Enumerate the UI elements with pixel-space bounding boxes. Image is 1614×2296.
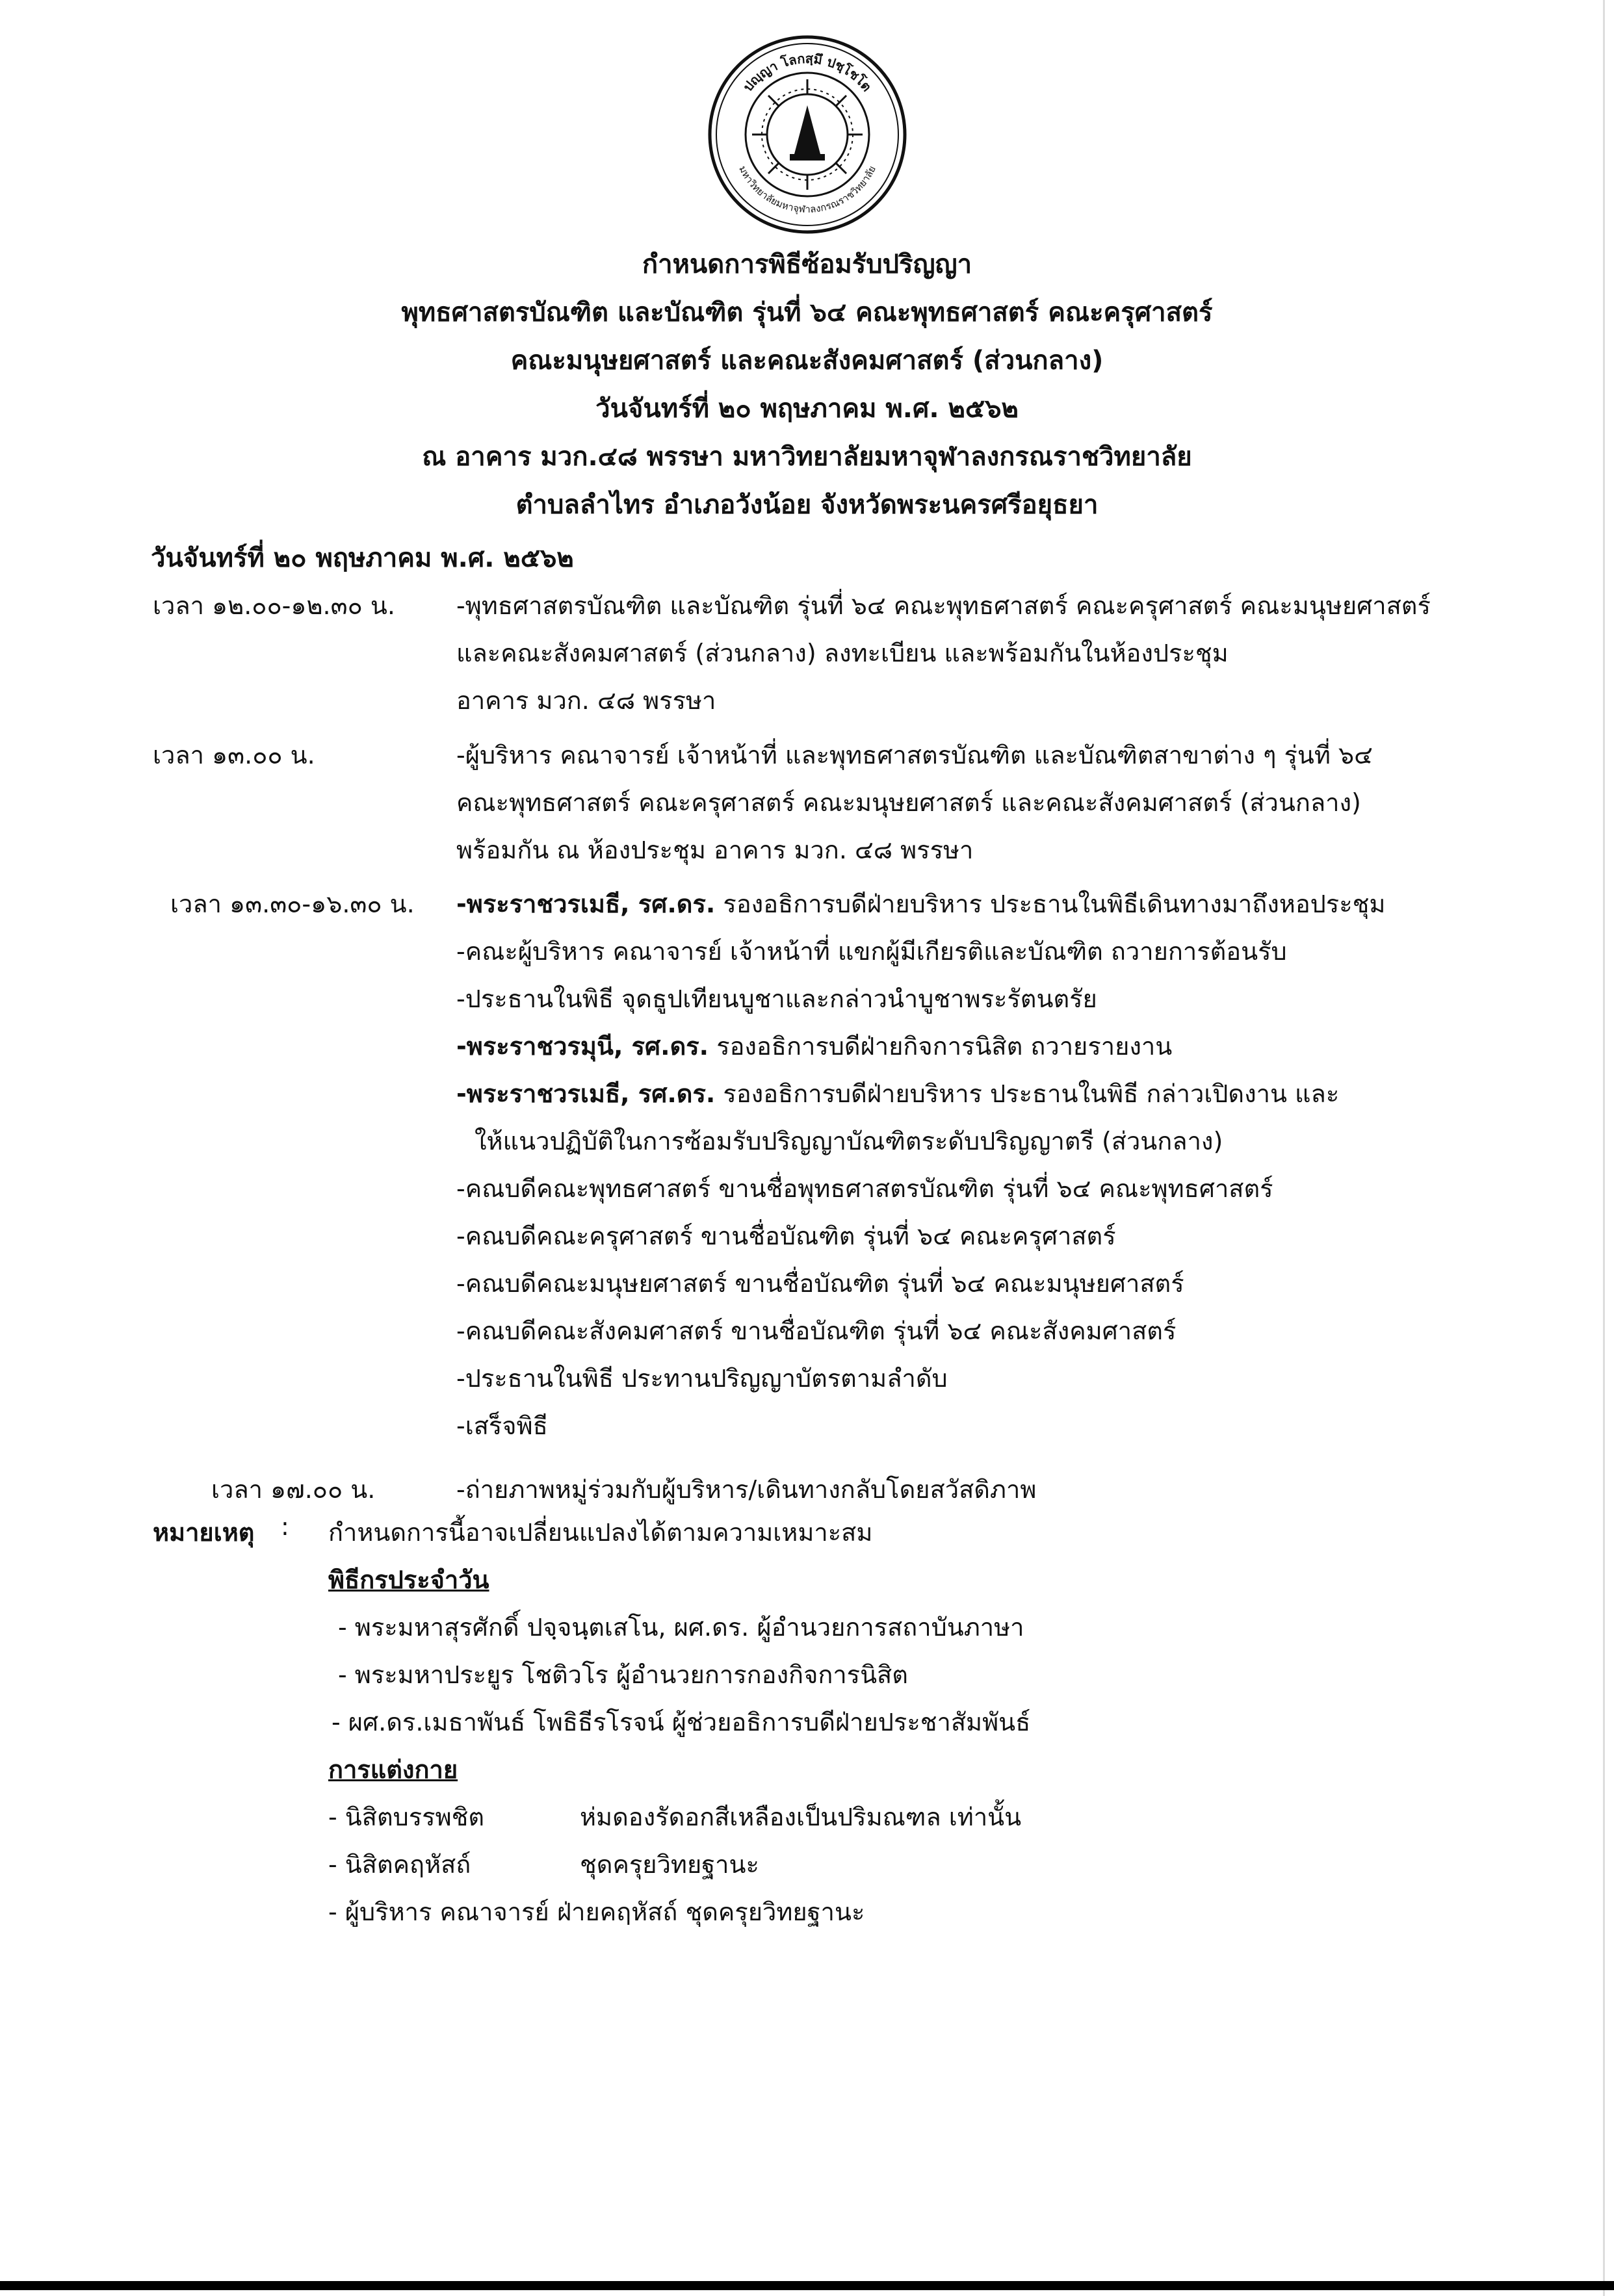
notes-colon: : [281,1512,289,1541]
mc-item: - พระมหาประยูร โชติวโร ผู้อำนวยการกองกิจการนิสิต [338,1660,908,1689]
schedule-item [456,881,1385,928]
schedule-time: เวลา ๑๓.๓๐-๑๖.๓๐ น. [170,890,415,918]
schedule-item [456,1023,1172,1070]
schedule-date-heading: วันจันทร์ที่ ๒๐ พฤษภาคม พ.ศ. ๒๕๖๒ [151,543,574,573]
dress-who: - นิสิตบรรพชิต [328,1803,485,1831]
reporter-name: -พระราชวรมุนี, รศ.ดร. [456,1032,709,1061]
title-line-3: คณะมนุษยศาสตร์ และคณะสังคมศาสตร์ (ส่วนกลาง) [510,346,1104,376]
scan-bottom-border [0,2281,1614,2290]
schedule-item [456,1070,1339,1118]
schedule-time: เวลา ๑๓.๐๐ น. [153,741,315,769]
university-seal-logo [707,34,908,235]
scan-edge-line [1603,0,1605,2296]
title-line-6: ตำบลลำไทร อำเภอวังน้อย จังหวัดพระนครศรีอยุธยา [515,490,1099,520]
seal-motto: ปญฺญา โลกสฺมึ ปชฺโชโต [740,50,875,95]
schedule-item: ให้แนวปฏิบัติในการซ้อมรับปริญญาบัณฑิตระดับปริญญาตรี (ส่วนกลาง) [475,1127,1223,1155]
mc-item: - พระมหาสุรศักดิ์ ปจฺจนฺตเสโน, ผศ.ดร. ผู้อำนวยการสถาบันภาษา [338,1613,1024,1642]
dress-what: ชุดครุยวิทยฐานะ [580,1850,759,1879]
presider-role: รองอธิการบดีฝ่ายบริหาร ประธานในพิธี กล่าวเปิดงาน และ [715,1079,1340,1108]
schedule-item: อาคาร มวก. ๔๘ พรรษา [456,686,716,715]
schedule-item: -ประธานในพิธี ประทานปริญญาบัตรตามลำดับ [456,1364,948,1393]
dress-heading: การแต่งกาย [328,1755,458,1784]
notes-text: กำหนดการนี้อาจเปลี่ยนแปลงได้ตามความเหมาะสม [328,1518,873,1547]
schedule-item: -พุทธศาสตรบัณฑิต และบัณฑิต รุ่นที่ ๖๔ คณะพุทธศาสตร์ คณะครุศาสตร์ คณะมนุษยศาสตร์ [456,591,1431,620]
schedule-item: -ถ่ายภาพหมู่ร่วมกับผู้บริหาร/เดินทางกลับโดยสวัสดิภาพ [456,1475,1037,1504]
seal-name: มหาวิทยาลัยมหาจุฬาลงกรณราชวิทยาลัย [736,164,878,216]
schedule-time: เวลา ๑๗.๐๐ น. [211,1475,376,1504]
schedule-item: -ประธานในพิธี จุดธูปเทียนบูชาและกล่าวนำบูชาพระรัตนตรัย [456,985,1097,1013]
schedule-item: -เสร็จพิธี [456,1412,548,1440]
presider-name: -พระราชวรเมธี, รศ.ดร. [456,1079,716,1108]
presider-name: -พระราชวรเมธี, รศ.ดร. [456,890,716,918]
title-line-1: กำหนดการพิธีซ้อมรับปริญญา [642,250,972,279]
schedule-item: -คณบดีคณะพุทธศาสตร์ ขานชื่อพุทธศาสตรบัณฑิต รุ่นที่ ๖๔ คณะพุทธศาสตร์ [456,1174,1273,1203]
title-line-4: วันจันทร์ที่ ๒๐ พฤษภาคม พ.ศ. ๒๕๖๒ [595,394,1019,424]
notes-label: หมายเหตุ [153,1518,255,1547]
schedule-item: -ผู้บริหาร คณาจารย์ เจ้าหน้าที่ และพุทธศาสตรบัณฑิต และบัณฑิตสาขาต่าง ๆ รุ่นที่ ๖๔ [456,741,1373,769]
title-line-2: พุทธศาสตรบัณฑิต และบัณฑิต รุ่นที่ ๖๔ คณะพุทธศาสตร์ คณะครุศาสตร์ [401,298,1213,328]
dress-item: - ผู้บริหาร คณาจารย์ ฝ่ายคฤหัสถ์ ชุดครุยวิทยฐานะ [328,1898,865,1926]
schedule-item: คณะพุทธศาสตร์ คณะครุศาสตร์ คณะมนุษยศาสตร์ และคณะสังคมศาสตร์ (ส่วนกลาง) [456,788,1361,817]
dress-who: - นิสิตคฤหัสถ์ [328,1850,471,1879]
title-line-5: ณ อาคาร มวก.๔๘ พรรษา มหาวิทยาลัยมหาจุฬาลงกรณราชวิทยาลัย [422,442,1192,472]
schedule-item: -คณบดีคณะสังคมศาสตร์ ขานชื่อบัณฑิต รุ่นที่ ๖๔ คณะสังคมศาสตร์ [456,1317,1177,1345]
presider-role: รองอธิการบดีฝ่ายบริหาร ประธานในพิธีเดินทางมาถึงหอประชุม [715,890,1386,918]
mc-item: - ผศ.ดร.เมธาพันธ์ โพธิธีรโรจน์ ผู้ช่วยอธิการบดีฝ่ายประชาสัมพันธ์ [332,1708,1031,1736]
schedule-item: -คณบดีคณะครุศาสตร์ ขานชื่อบัณฑิต รุ่นที่ ๖๔ คณะครุศาสตร์ [456,1222,1116,1250]
dress-what: ห่มดองรัดอกสีเหลืองเป็นปริมณฑล เท่านั้น [580,1803,1022,1831]
schedule-time: เวลา ๑๒.๐๐-๑๒.๓๐ น. [153,591,395,620]
title-block [0,240,1614,529]
schedule-item: -คณะผู้บริหาร คณาจารย์ เจ้าหน้าที่ แขกผู้มีเกียรติและบัณฑิต ถวายการต้อนรับ [456,937,1287,966]
mc-heading: พิธีกรประจำวัน [328,1566,489,1594]
reporter-role: รองอธิการบดีฝ่ายกิจการนิสิต ถวายรายงาน [709,1032,1173,1061]
schedule-item: และคณะสังคมศาสตร์ (ส่วนกลาง) ลงทะเบียน และพร้อมกันในห้องประชุม [456,639,1229,667]
schedule-item: -คณบดีคณะมนุษยศาสตร์ ขานชื่อบัณฑิต รุ่นที่ ๖๔ คณะมนุษยศาสตร์ [456,1269,1184,1298]
schedule-item: พร้อมกัน ณ ห้องประชุม อาคาร มวก. ๔๘ พรรษา [456,836,974,864]
